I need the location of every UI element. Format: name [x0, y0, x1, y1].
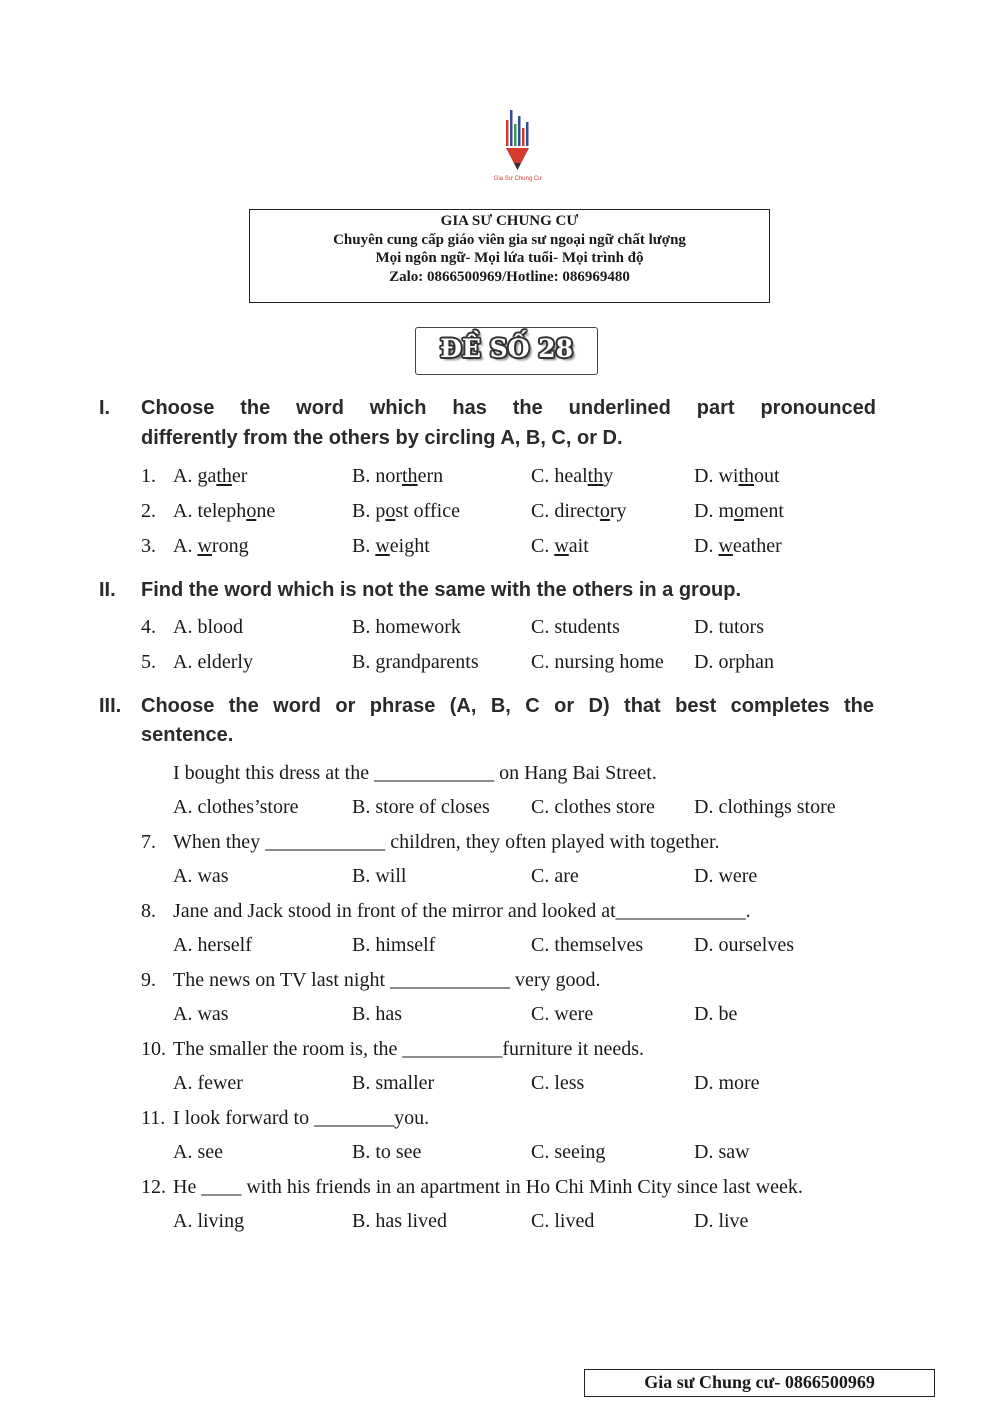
- option-a[interactable]: A. fewer: [173, 1072, 243, 1094]
- section-1-heading: [99, 393, 879, 455]
- question-number: 1.: [141, 465, 156, 487]
- question-text: He ____ with his friends in an apartment in Ho Chi Minh City since last week.: [173, 1176, 803, 1198]
- option-c[interactable]: C. themselves: [531, 934, 644, 956]
- option-b[interactable]: B. to see: [352, 1141, 422, 1163]
- section-text-line-2: sentence.: [141, 724, 234, 746]
- question-number: 9.: [141, 969, 156, 991]
- option-c[interactable]: [531, 534, 589, 558]
- option-text-part: ry: [609, 500, 627, 522]
- question-stem-row: [0, 830, 1000, 854]
- option-b[interactable]: [352, 499, 460, 523]
- option-a[interactable]: A. see: [173, 1141, 223, 1163]
- underlined-part: o: [246, 500, 257, 522]
- underlined-part: th: [402, 465, 418, 487]
- option-text-part: ern: [417, 465, 444, 487]
- option-text-part: A. ga: [173, 465, 217, 487]
- underlined-part: th: [738, 465, 755, 487]
- question-number: 4.: [141, 616, 156, 638]
- option-text-part: A. teleph: [173, 500, 247, 522]
- option-b[interactable]: B. homework: [352, 616, 461, 638]
- question-number: 12.: [141, 1176, 166, 1198]
- underlined-part: o: [734, 500, 744, 522]
- question-number: 3.: [141, 535, 156, 557]
- logo: [476, 108, 560, 192]
- question-number: 7.: [141, 831, 156, 853]
- option-text-part: D. m: [694, 500, 734, 522]
- option-c[interactable]: C. were: [531, 1003, 594, 1025]
- question-row: [0, 464, 1000, 488]
- option-d[interactable]: [694, 499, 784, 523]
- option-d[interactable]: [694, 534, 782, 558]
- pencil-chart-logo-icon: [503, 108, 533, 176]
- option-b[interactable]: B. smaller: [352, 1072, 435, 1094]
- footer-contact-box: [584, 1369, 935, 1397]
- option-text-part: er: [231, 465, 248, 487]
- option-text-part: eight: [389, 535, 430, 557]
- option-b[interactable]: B. himself: [352, 934, 436, 956]
- option-text-part: C. direct: [531, 500, 600, 522]
- option-a[interactable]: A. elderly: [173, 651, 253, 673]
- option-d[interactable]: D. were: [694, 865, 758, 887]
- option-text-part: ment: [744, 500, 784, 522]
- answer-options-row: [0, 795, 1000, 819]
- exam-title: ĐỀ SỐ 28: [440, 334, 573, 363]
- underlined-part: w: [375, 535, 390, 557]
- option-c[interactable]: C. are: [531, 865, 579, 887]
- option-d[interactable]: D. saw: [694, 1141, 750, 1163]
- option-text-part: D.: [694, 535, 719, 557]
- option-c[interactable]: C. less: [531, 1072, 585, 1094]
- underlined-part: o: [599, 500, 610, 522]
- option-a[interactable]: A. was: [173, 1003, 229, 1025]
- answer-options-row: [0, 1140, 1000, 1164]
- header-line-4: Zalo: 0866500969/Hotline: 086969480: [389, 268, 630, 285]
- section-text-line-2: differently from the others by circling A, B, C, or D.: [141, 427, 623, 449]
- option-a[interactable]: A. was: [173, 865, 229, 887]
- section-2-heading: [99, 575, 879, 605]
- option-text-part: rong: [211, 535, 249, 557]
- section-text-line-1: Find the word which is not the same with the others in a group.: [141, 579, 742, 601]
- option-a[interactable]: [173, 499, 275, 523]
- logo-caption: Gia Sư Chung Cư: [493, 176, 543, 182]
- answer-options-row: [0, 1002, 1000, 1026]
- option-a[interactable]: A. clothes’store: [173, 796, 299, 818]
- option-d[interactable]: D. orphan: [694, 651, 774, 673]
- option-d[interactable]: D. tutors: [694, 616, 764, 638]
- question-stem-row: [0, 761, 1000, 785]
- option-a[interactable]: [173, 534, 249, 558]
- option-text-part: A.: [173, 535, 198, 557]
- question-number: 8.: [141, 900, 156, 922]
- question-stem-row: [0, 899, 1000, 923]
- question-row: [0, 615, 1000, 639]
- option-text-part: B. p: [352, 500, 386, 522]
- section-number: III.: [99, 695, 122, 717]
- answer-options-row: [0, 1071, 1000, 1095]
- underlined-part: th: [216, 465, 232, 487]
- question-row: [0, 499, 1000, 523]
- option-b[interactable]: [352, 464, 443, 488]
- option-a[interactable]: A. herself: [173, 934, 252, 956]
- option-a[interactable]: A. living: [173, 1210, 245, 1232]
- option-text-part: C. heal: [531, 465, 588, 487]
- option-text-part: out: [754, 465, 780, 487]
- question-text: The smaller the room is, the __________furniture it needs.: [173, 1038, 645, 1060]
- option-d[interactable]: D. more: [694, 1072, 760, 1094]
- option-a[interactable]: [173, 464, 247, 488]
- option-text-part: st office: [395, 500, 460, 522]
- question-text: I bought this dress at the ____________ on Hang Bai Street.: [173, 762, 657, 784]
- option-c[interactable]: C. clothes store: [531, 796, 655, 818]
- option-b[interactable]: B. grandparents: [352, 651, 479, 673]
- underlined-part: w: [554, 535, 569, 557]
- header-line-3: Mọi ngôn ngữ- Mọi lứa tuổi- Mọi trình độ: [375, 250, 644, 266]
- section-text-line-1: Choose the word which has the underlined part pronounced: [141, 397, 876, 419]
- option-b[interactable]: B. has: [352, 1003, 402, 1025]
- section-number: I.: [99, 397, 111, 419]
- question-number: 2.: [141, 500, 156, 522]
- option-text-part: ait: [568, 535, 589, 557]
- question-number: 5.: [141, 651, 156, 673]
- question-text: The news on TV last night ____________ very good.: [173, 969, 601, 991]
- question-row: [0, 650, 1000, 674]
- section-3-heading: [99, 691, 879, 753]
- question-text: When they ____________ children, they often played with together.: [173, 831, 720, 853]
- question-stem-row: [0, 1106, 1000, 1130]
- option-a[interactable]: A. blood: [173, 616, 243, 638]
- option-text-part: ne: [256, 500, 276, 522]
- option-text-part: B.: [352, 535, 376, 557]
- option-b[interactable]: B. store of closes: [352, 796, 490, 818]
- option-c[interactable]: [531, 499, 627, 523]
- option-c[interactable]: C. seeing: [531, 1141, 606, 1163]
- option-text-part: B. nor: [352, 465, 402, 487]
- option-c[interactable]: C. students: [531, 616, 620, 638]
- underlined-part: th: [587, 465, 604, 487]
- underlined-part: o: [385, 500, 396, 522]
- question-number: 10.: [141, 1038, 166, 1060]
- answer-options-row: [0, 864, 1000, 888]
- exam-title-badge: [415, 327, 598, 375]
- option-c[interactable]: C. nursing home: [531, 651, 664, 673]
- option-d[interactable]: D. be: [694, 1003, 738, 1025]
- answer-options-row: [0, 933, 1000, 957]
- option-b[interactable]: [352, 534, 430, 558]
- option-b[interactable]: B. has lived: [352, 1210, 447, 1232]
- option-d[interactable]: [694, 464, 780, 488]
- option-text-part: C.: [531, 535, 555, 557]
- option-d[interactable]: D. ourselves: [694, 934, 794, 956]
- option-text-part: D. wi: [694, 465, 739, 487]
- underlined-part: w: [718, 535, 733, 557]
- question-stem-row: [0, 1037, 1000, 1061]
- question-stem-row: [0, 1175, 1000, 1199]
- footer-text: Gia sư Chung cư- 0866500969: [644, 1372, 875, 1392]
- question-stem-row: [0, 968, 1000, 992]
- option-c[interactable]: [531, 464, 613, 488]
- option-text-part: y: [603, 465, 614, 487]
- question-number: 11.: [141, 1107, 166, 1129]
- option-b[interactable]: B. will: [352, 865, 407, 887]
- section-number: II.: [99, 579, 116, 601]
- answer-options-row: [0, 1209, 1000, 1233]
- option-text-part: eather: [732, 535, 782, 557]
- section-text-line-1: Choose the word or phrase (A, B, C or D) that best completes the: [141, 695, 874, 717]
- option-c[interactable]: C. lived: [531, 1210, 595, 1232]
- header-line-2: Chuyên cung cấp giáo viên gia sư ngoại ngữ chất lượng: [333, 231, 686, 248]
- option-d[interactable]: D. live: [694, 1210, 749, 1232]
- header-line-1: GIA SƯ CHUNG CƯ: [440, 213, 579, 229]
- question-row: [0, 534, 1000, 558]
- question-text: I look forward to ________you.: [173, 1107, 430, 1129]
- header-box: [249, 209, 770, 303]
- option-d[interactable]: D. clothings store: [694, 796, 836, 818]
- underlined-part: w: [197, 535, 212, 557]
- question-text: Jane and Jack stood in front of the mirror and looked at_____________.: [173, 900, 751, 922]
